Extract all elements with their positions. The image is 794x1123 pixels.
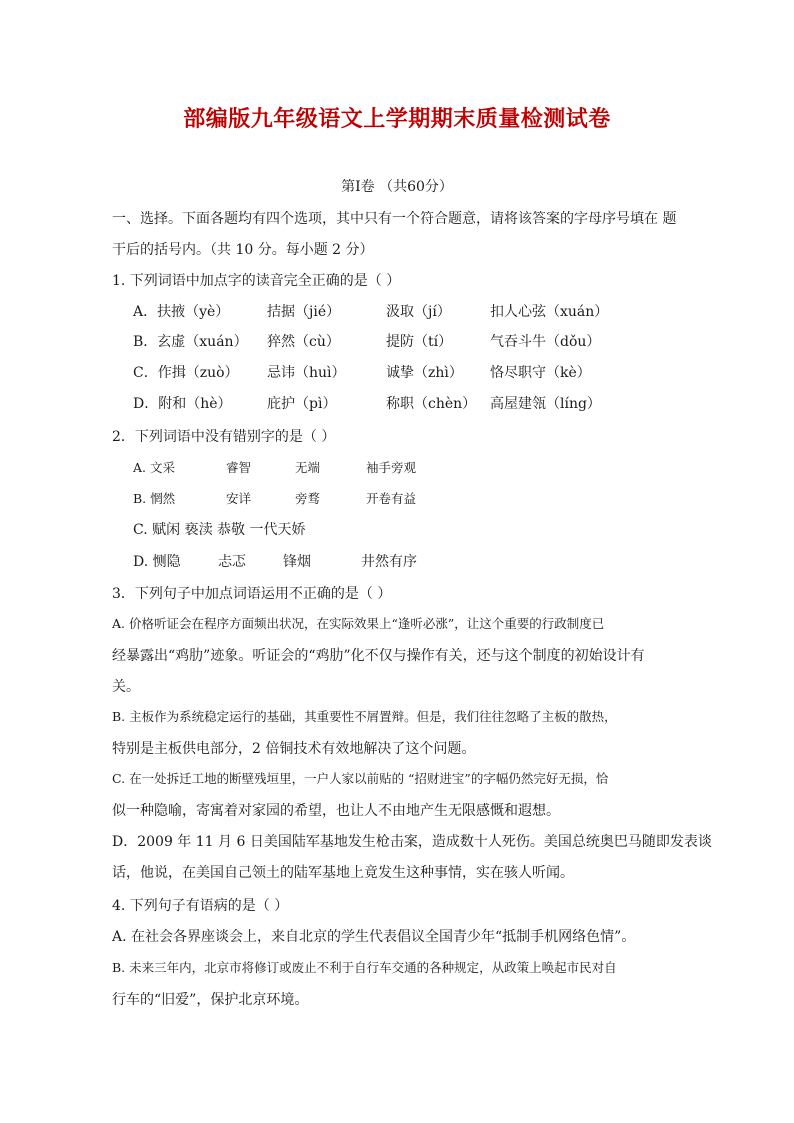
q3-option-b-line-2: 特别是主板供电部分，2 倍铜技术有效地解决了这个问题。 [112,741,476,757]
q1-option-d-1: D．附和（hè） [133,396,232,412]
q2-option-d-1: D. 恻隐 [133,554,181,570]
q1-option-b-2: 猝然（cù） [267,334,340,350]
q2-option-d-2: 忐忑 [218,554,246,570]
instructions-line-2: 干后的括号内。（共 10 分。每小题 2 分） [112,242,374,258]
section-heading: 第Ⅰ卷 （共60分） [341,179,453,195]
q2-option-a-4: 袖手旁观 [366,460,417,475]
q3-option-c-line-1: C. 在一处拆迁工地的断壁残垣里，一户人家以前贴的 “招财进宝”的字幅仍然完好无损，恰 [112,771,609,786]
q1-option-b-1: B．玄虚（xuán） [133,334,248,350]
q1-option-d-2: 庇护（pì） [267,396,337,412]
q3-option-a-line-1: A. 价格听证会在程序方面频出状况，在实际效果上“逢听必涨”，让这个重要的行政制度已 [112,616,605,631]
q2-option-b-4: 开卷有益 [366,491,417,506]
q4-option-a: A. 在社会各界座谈会上，来自北京的学生代表倡议全国青少年“抵制手机网络色情”。 [112,929,636,945]
q1-option-a-3: 汲取（jí） [386,304,451,320]
q2-option-a-3: 无端 [295,460,321,475]
q1-option-b-3: 提防（tí） [386,334,453,350]
q3-option-a-line-3: 关。 [112,679,140,695]
q1-option-a-1: A．扶掖（yè） [133,304,230,320]
q1-option-c-2: 忌讳（huì） [267,365,346,381]
question-4-stem: 4. 下列句子有语病的是（ ） [112,898,289,914]
q1-option-d-3: 称职（chèn） [386,396,477,412]
q1-option-a-2: 拮据（jié） [267,304,341,320]
q1-option-c-3: 诚挚（zhì） [386,365,463,381]
q2-option-d-4: 井然有序 [361,554,417,570]
question-3-stem: 3．下列句子中加点词语运用不正确的是（ ） [112,586,392,602]
q1-option-b-4: 气吞斗牛（dǒu） [490,334,601,350]
q1-option-d-4: 高屋建瓴（líng） [490,396,601,412]
q2-option-b-2: 安详 [226,491,252,506]
q2-option-d-3: 锋烟 [283,554,311,570]
q1-option-a-4: 扣人心弦（xuán） [490,304,609,320]
q3-option-d-line-2: 话，他说，在美国自己领土的陆军基地上竟发生这种事情，实在骇人听闻。 [112,865,574,881]
exam-title: 部编版九年级语文上学期期末质量检测试卷 [183,107,611,132]
question-2-stem: 2．下列词语中没有错别字的是（ ） [112,429,336,445]
q2-option-a-2: 睿智 [226,460,252,475]
q2-option-c: C. 赋闲 亵渎 恭敬 一代天娇 [133,522,306,538]
q4-option-b-line-2: 行车的“旧爱”，保护北京环境。 [112,992,309,1008]
q1-option-c-1: C．作揖（zuò） [133,365,239,381]
q3-option-d-line-1: D．2009 年 11 月 6 日美国陆军基地发生枪击案，造成数十人死伤。美国总统奥巴马随即发表谈 [112,834,712,850]
instructions-line-1: 一、选择。下面各题均有四个选项，其中只有一个符合题意，请将该答案的字母序号填在 题 [112,211,677,227]
q1-option-c-4: 恪尽职守（kè） [490,365,591,381]
q4-option-b-line-1: B. 未来三年内，北京市将修订或废止不利于自行车交通的各种规定，从政策上唤起市民对自 [112,960,617,975]
question-1-stem: 1. 下列词语中加点字的读音完全正确的是（ ） [112,273,401,289]
q2-option-a-1: A. 文采 [133,460,175,475]
q2-option-b-3: 旁骛 [295,491,321,506]
q3-option-b-line-1: B. 主板作为系统稳定运行的基础，其重要性不屑置辩。但是，我们往往忽略了主板的散热， [112,709,617,724]
q2-option-b-1: B. 惘然 [133,491,176,506]
q3-option-a-line-2: 经暴露出“鸡肋”迹象。听证会的“鸡肋”化不仅与操作有关，还与这个制度的初始设计有 [112,648,645,664]
q3-option-c-line-2: 似一种隐喻，寄寓着对家园的希望，也让人不由地产生无限感慨和遐想。 [112,803,560,819]
